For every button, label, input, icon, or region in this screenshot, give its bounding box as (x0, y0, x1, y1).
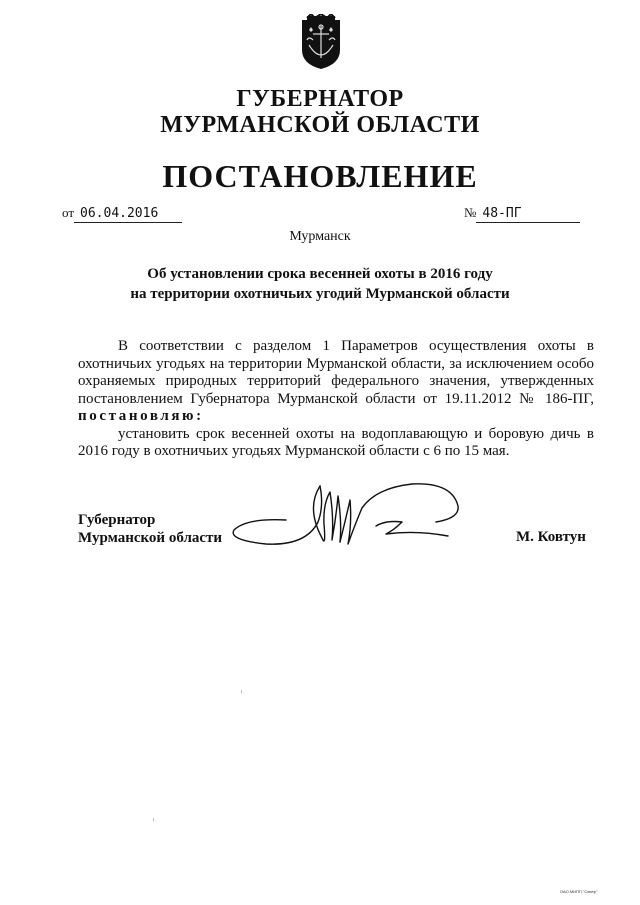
signatory-position (78, 511, 222, 547)
number-field (464, 205, 580, 223)
coat-of-arms-icon (299, 14, 343, 70)
date-value: 06.04.2016 (74, 207, 182, 223)
decree-keyword: постановляю: (78, 408, 204, 424)
body-paragraph-2: установить срок весенней охоты на водоплавающую и боровую дичь в 2016 году в охотничьих угодьях Мурманской области с 6 по 15 мая. (78, 425, 594, 459)
scan-speck (241, 690, 242, 693)
number-label: № (464, 205, 477, 220)
signatory-position-line1: Губернатор (78, 512, 156, 528)
date-field (62, 205, 182, 223)
authority-title-line2: МУРМАНСКОЙ ОБЛАСТИ (160, 112, 480, 138)
signatory-name: М. Ковтун (516, 529, 586, 545)
subject-line1: Об установлении срока весенней охоты в 2016 году (147, 266, 493, 282)
city-name: Мурманск (289, 229, 351, 244)
handwritten-signature (226, 478, 476, 568)
authority-title-line1: ГУБЕРНАТОР (236, 86, 404, 112)
body-paragraph-1 (78, 338, 594, 426)
signatory-position-line2: Мурманской области (78, 530, 223, 546)
print-mark: ОАО МИПП "Север" (560, 889, 598, 894)
decree-body (78, 338, 594, 461)
number-value: 48-ПГ (476, 207, 580, 223)
scan-speck (153, 818, 154, 821)
document-type-title: ПОСТАНОВЛЕНИЕ (162, 158, 478, 194)
subject-line2: на территории охотничьих угодий Мурманской области (130, 286, 510, 302)
body-paragraph-1-text: В соответствии с разделом 1 Параметров осуществления охоты в охотничьих угодьях на территории Мурманской области, за исключением особо охраняемых природных территорий федерального значения, утвержденных постановлением Губернатора Мурманской области от 19.11.2012 № 186-ПГ, (78, 338, 594, 407)
date-label: от (62, 205, 75, 220)
